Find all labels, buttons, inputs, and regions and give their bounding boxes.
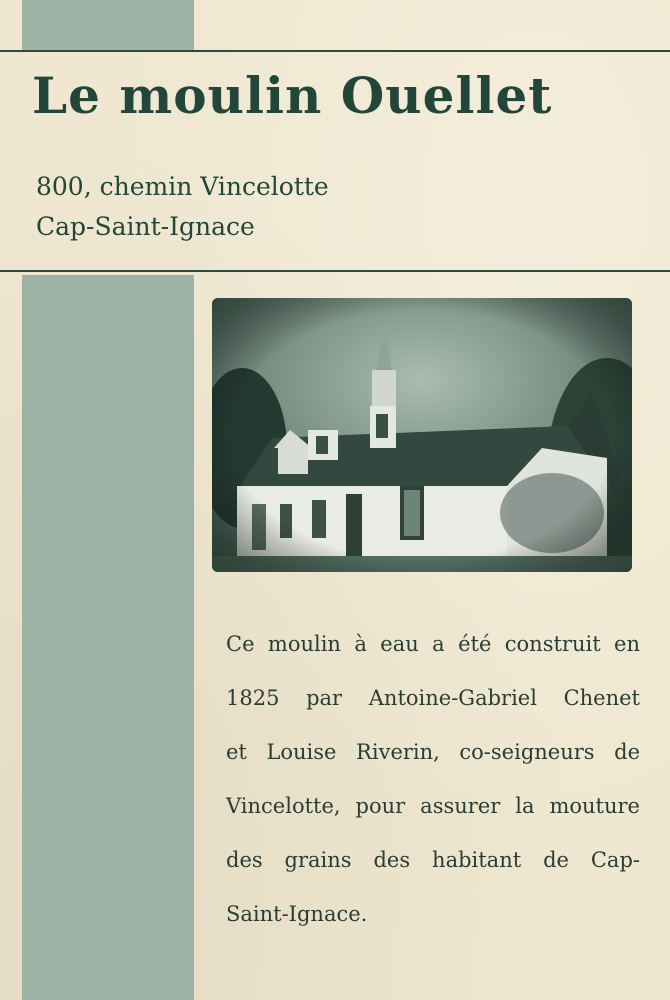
- header-rule-bottom: [0, 270, 670, 272]
- green-stripe-top: [22, 0, 194, 50]
- description-line: Vincelotte, pour assurer la mouture: [226, 794, 640, 818]
- description-paragraph: [226, 622, 640, 946]
- header-rule-top: [0, 50, 670, 52]
- description-line: et Louise Riverin, co-seigneurs de: [226, 740, 640, 764]
- description-line: Ce moulin à eau a été construit en: [226, 632, 640, 656]
- sign-title: Le moulin Ouellet: [32, 66, 553, 125]
- description-line: Saint-Ignace.: [226, 902, 368, 926]
- address-town: Cap-Saint-Ignace: [36, 212, 255, 241]
- address-street: 800, chemin Vincelotte: [36, 172, 329, 201]
- description-line: des grains des habitant de Cap-: [226, 848, 640, 872]
- description-line: 1825 par Antoine-Gabriel Chenet: [226, 686, 640, 710]
- mill-photo: [212, 298, 632, 572]
- green-stripe-side: [22, 275, 194, 1000]
- mill-house-illustration: [212, 298, 632, 572]
